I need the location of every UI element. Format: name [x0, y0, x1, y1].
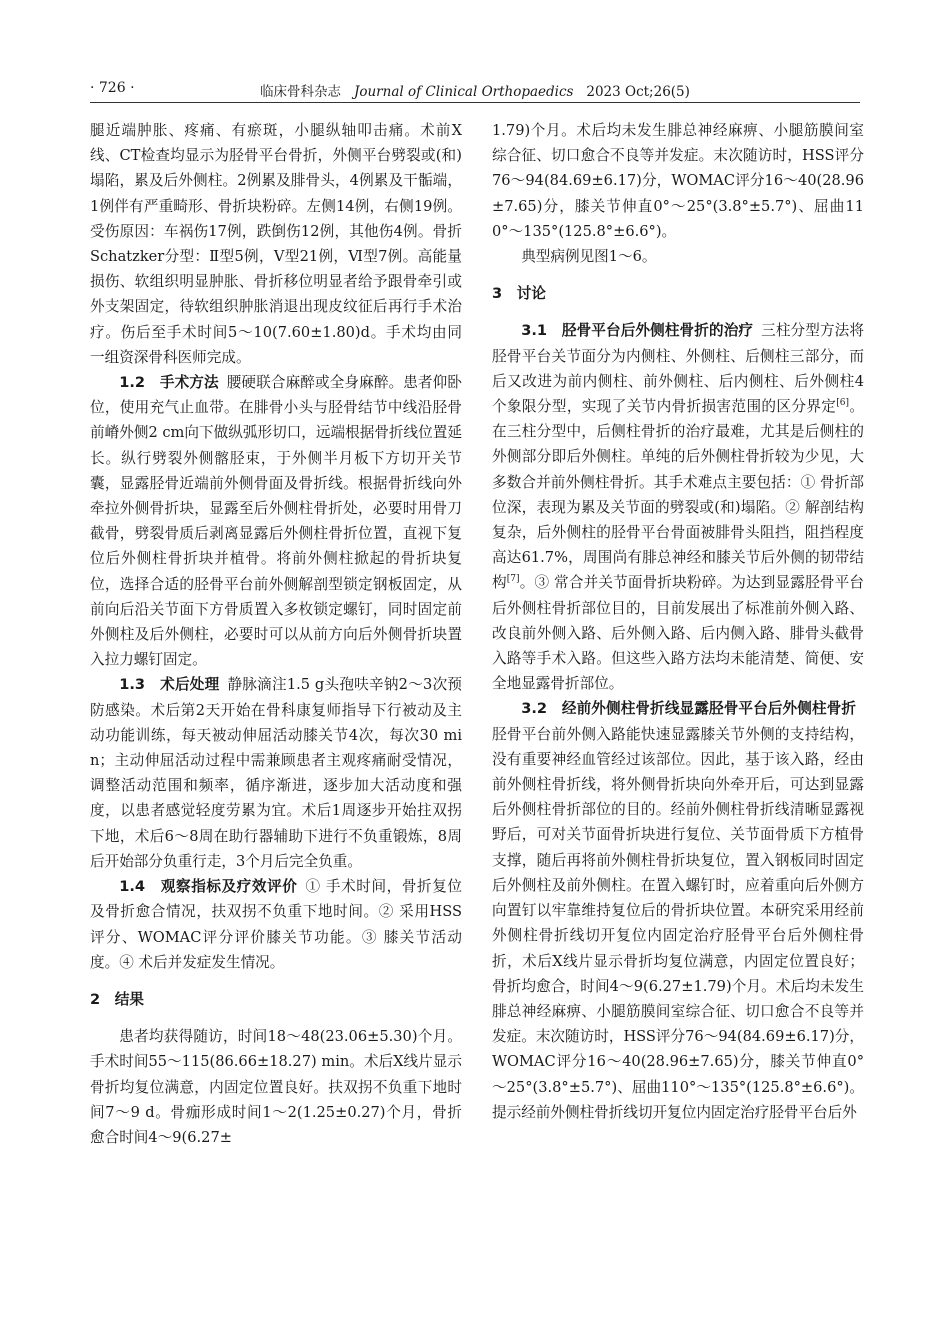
section-3-1-text-a: 三柱分型方法将胫骨平台关节面分为内侧柱、外侧柱、后侧柱三部分，而后又改进为前内侧柱、前外侧柱、后内侧柱、后外侧柱4个象限分型，实现了关节内骨折损害范围的区分界定 [492, 322, 864, 416]
page-header [90, 80, 860, 102]
section-1-2-title: 1.2 手术方法 [119, 374, 219, 392]
section-2-text: 患者均获得随访，时间18～48(23.06±5.30)个月。手术时间55～115(86.66±18.27) min。术后X线片显示骨折均复位满意，内固定位置良好。扶双拐不负重下地时间7～9 d。骨痂形成时间1～2(1.25±0.27)个月，骨折愈合时间4～9(6.27± [90, 1028, 462, 1146]
section-1-3 [90, 672, 462, 874]
citation-6: [6] [836, 398, 850, 409]
section-1-4 [90, 874, 462, 975]
results-continued: 1.79)个月。术后均未发生腓总神经麻痹、小腿筋膜间室综合征、切口愈合不良等并发症。末次随访时，HSS评分76～94(84.69±6.17)分，WOMAC评分16～40(28.96±7.65)分，膝关节伸直0°～25°(3.8°±5.7°)、屈曲110°～135°(125.8°±6.6°)。 [492, 122, 864, 240]
section-1-3-title: 1.3 术后处理 [119, 676, 220, 694]
journal-issue: 2023 Oct;26(5) [586, 84, 690, 100]
header-rule [90, 102, 860, 103]
left-column [90, 118, 462, 1150]
section-2-heading: 2 结果 [90, 990, 144, 1008]
section-1-2-text: 腰硬联合麻醉或全身麻醉。患者仰卧位，使用充气止血带。在腓骨小头与胫骨结节中线沿胫骨前嵴外侧2 cm向下做纵弧形切口，远端根据骨折线位置延长。纵行劈裂外侧髂胫束，于外侧半月板下方切开关节囊，显露胫骨近端前外侧骨面及骨折线。根据骨折线向外牵拉外侧骨折块，显露至后外侧柱骨折处，必要时用骨刀截骨，劈裂骨质后剥离显露后外侧柱骨折位置，直视下复位后外侧柱骨折块并植骨。将前外侧柱掀起的骨折块复位，选择合适的胫骨平台前外侧解剖型锁定钢板固定，从前向后沿关节面下方骨质置入多枚锁定螺钉，同时固定前外侧柱及后外侧柱，必要时可以从前方向后外侧骨折块置入拉力螺钉固定。 [90, 374, 462, 669]
journal-name-cn: 临床骨科杂志 [260, 84, 342, 100]
section-3-1-text-c: 。③ 常合并关节面骨折块粉碎。为达到显露胫骨平台后外侧柱骨折部位目的，目前发展出了标准前外侧入路、改良前外侧入路、后外侧入路、后内侧入路、腓骨头截骨入路等手术入路。但这些入路方法均未能清楚、简便、安全地显露骨折部位。 [492, 574, 864, 693]
section-1-4-text: ① 手术时间，骨折复位及骨折愈合情况，扶双拐不负重下地时间。② 采用HSS评分、WOMAC评分评价膝关节功能。③ 膝关节活动度。④ 术后并发症发生情况。 [90, 878, 463, 971]
section-3-heading: 3 讨论 [492, 285, 546, 303]
section-3-2 [492, 696, 864, 1124]
section-3-2-title: 3.2 经前外侧柱骨折线显露胫骨平台后外侧柱骨折 [521, 700, 856, 718]
paragraph-continued: 腿近端肿胀、疼痛、有瘀斑，小腿纵轴叩击痛。术前X线、CT检查均显示为胫骨平台骨折，外侧平台劈裂或(和)塌陷，累及后外侧柱。2例累及腓骨头，4例累及干骺端，1例伴有严重畸形、骨折块粉碎。左侧14例，右侧19例。受伤原因：车祸伤17例，跌倒伤12例，其他伤4例。骨折Schatzker分型：Ⅱ型5例，Ⅴ型21例，Ⅵ型7例。高能量损伤、软组织明显肿胀、骨折移位明显者给予跟骨牵引或外支架固定，待软组织肿胀消退出现皮纹征后再行手术治疗。伤后至手术时间5～10(7.60±1.80)d。手术均由同一组资深骨科医师完成。 [90, 122, 462, 366]
section-1-3-text: 静脉滴注1.5 g头孢呋辛钠2～3次预防感染。术后第2天开始在骨科康复师指导下行被动及主动功能训练，每天被动伸屈活动膝关节4次，每次30 min；主动伸屈活动过程中需兼顾患者主观疼痛耐受情况，调整活动范围和频率，循序渐进，逐步加大活动度和强度，以患者感觉轻度劳累为宜。术后1周逐步开始拄双拐下地，术后6～8周在助行器辅助下进行不负重锻炼，8周后开始部分负重行走，3个月后完全负重。 [90, 676, 462, 870]
citation-7: [7] [506, 574, 520, 585]
section-1-4-title: 1.4 观察指标及疗效评价 [119, 878, 298, 896]
section-3-1 [492, 318, 864, 696]
typical-cases-note: 典型病例见图1～6。 [521, 248, 657, 266]
page-number: · 726 · [90, 80, 135, 96]
right-column [492, 118, 864, 1125]
section-3-1-text-b: 。在三柱分型中，后侧柱骨折的治疗最难，尤其是后侧柱的外侧部分即后外侧柱。单纯的后外侧柱骨折较为少见，大多数合并前外侧柱骨折。其手术难点主要包括：① 骨折部位深，表现为累及关节面的劈裂或(和)塌陷。② 解剖结构复杂，后外侧柱的胫骨平台骨面被腓骨头阻挡，阻挡程度高达61.7%，周围尚有腓总神经和膝关节后外侧的韧带结构 [492, 398, 864, 592]
journal-name-en: Journal of Clinical Orthopaedics [353, 84, 574, 100]
section-3-2-text: 胫骨平台前外侧入路能快速显露膝关节外侧的支持结构，没有重要神经血管经过该部位。因此，基于该入路，经由前外侧柱骨折线，将外侧骨折块向外牵开后，可达到显露后外侧柱骨折部位的目的。经前外侧柱骨折线清晰显露视野后，可对关节面骨折块进行复位、关节面骨质下方植骨支撑，随后再将前外侧柱骨折块复位，置入钢板同时固定后外侧柱及前外侧柱。在置入螺钉时，应着重向后外侧方向置钉以牢靠维持复位后的骨折块位置。本研究采用经前外侧柱骨折线切开复位内固定治疗胫骨平台后外侧柱骨折，术后X线片显示骨折均复位满意，内固定位置良好；骨折均愈合，时间4～9(6.27±1.79)个月。术后均未发生腓总神经麻痹、小腿筋膜间室综合征、切口愈合不良等并发症。末次随访时，HSS评分76～94(84.69±6.17)分，WOMAC评分16～40(28.96±7.65)分，膝关节伸直0°～25°(3.8°±5.7°)、屈曲110°～135°(125.8°±6.6°)。提示经前外侧柱骨折线切开复位内固定治疗胫骨平台后外 [492, 725, 864, 1121]
section-3-1-title: 3.1 胫骨平台后外侧柱骨折的治疗 [521, 322, 754, 340]
section-1-2 [90, 370, 462, 672]
running-head [90, 80, 860, 100]
